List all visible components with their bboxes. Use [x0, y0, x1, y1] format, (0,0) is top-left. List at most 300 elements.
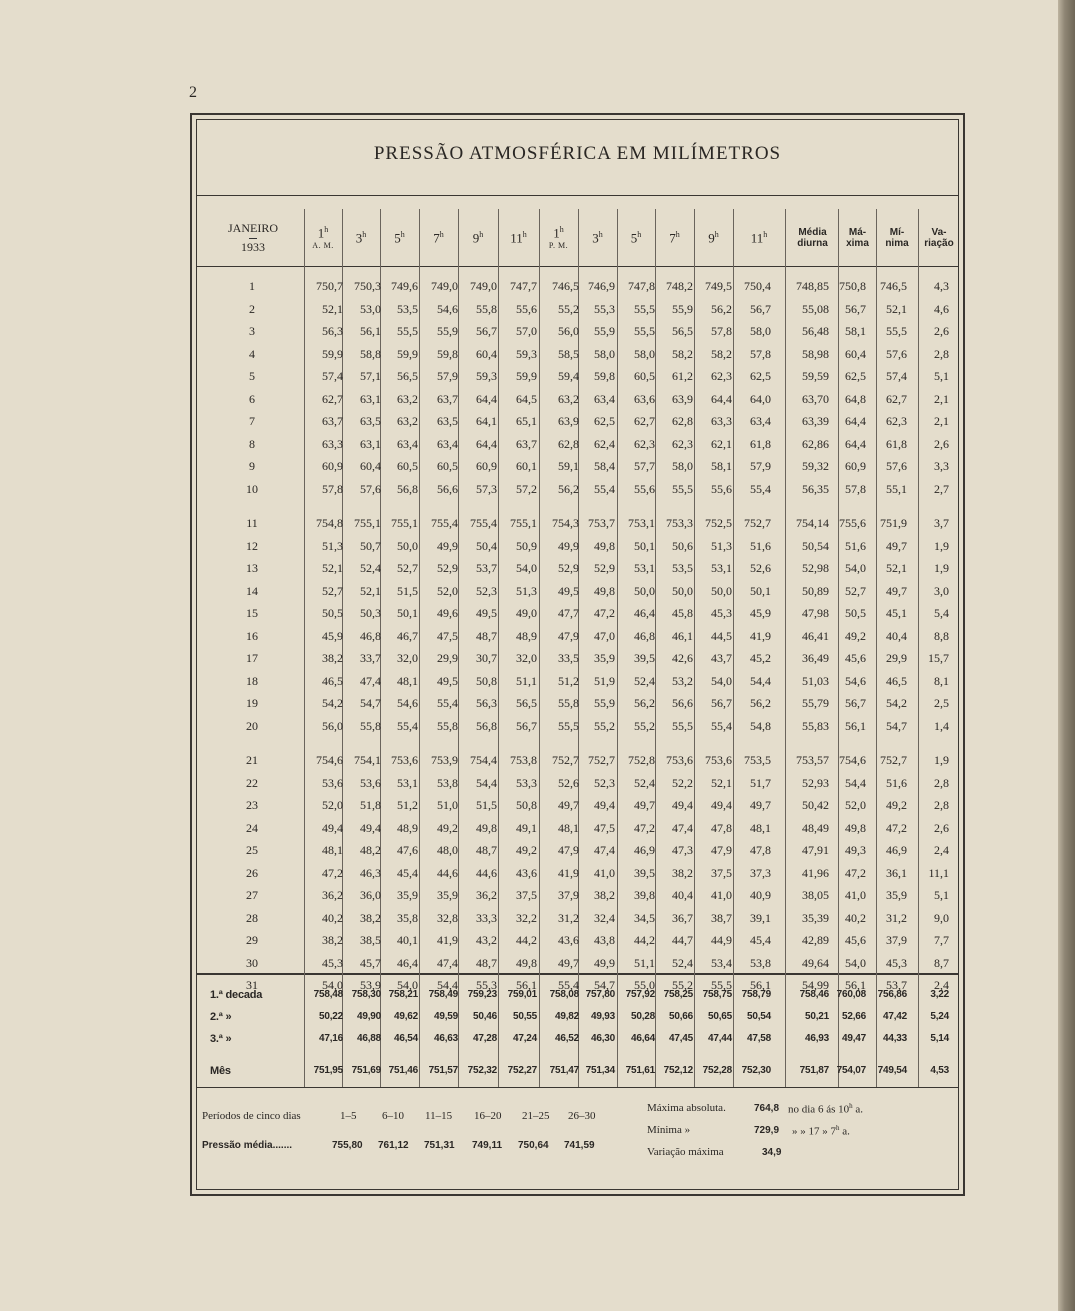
value-cell: 754,4	[470, 753, 497, 767]
value-cell: 46,9	[634, 843, 655, 857]
value-cell: 61,2	[672, 369, 693, 383]
value-cell: 50,21	[804, 1011, 829, 1022]
table-row	[192, 433, 962, 455]
value-cell: 39,8	[634, 888, 655, 902]
value-cell: 63,4	[397, 436, 418, 451]
value-cell: 751,87	[799, 1065, 829, 1076]
value-cell: 33,5	[558, 651, 579, 665]
value-cell: 62,5	[750, 369, 771, 383]
value-cell: 57,7	[634, 459, 655, 473]
table-row	[192, 625, 962, 647]
value-cell: 36,1	[886, 865, 907, 880]
hour-header	[304, 209, 342, 267]
value-cell: 50,8	[516, 798, 537, 812]
value-cell: 53,3	[516, 775, 537, 790]
value-cell: 47,4	[360, 673, 381, 688]
value-cell: 64,4	[476, 391, 497, 406]
value-cell: 752,12	[663, 1065, 693, 1076]
value-cell: 47,8	[711, 820, 732, 835]
day-cell: 12	[246, 538, 258, 553]
table-row	[192, 647, 962, 669]
value-cell: 41,0	[711, 888, 732, 902]
value-cell: 50,65	[707, 1011, 732, 1022]
hour-header-sup: h	[522, 230, 527, 240]
period-pressure: 741,59	[564, 1140, 595, 1151]
min-abs-label: Mínima »	[647, 1124, 691, 1136]
max-abs-end: a.	[855, 1103, 863, 1116]
value-cell: 8,8	[934, 628, 949, 643]
min-abs-text	[792, 1124, 850, 1138]
table-row	[192, 907, 962, 929]
value-cell: 58,98	[802, 346, 829, 361]
min-abs-value: 729,9	[754, 1125, 780, 1136]
table-row	[192, 670, 962, 692]
value-cell: 55,0	[634, 978, 655, 992]
value-cell: 5,4	[934, 606, 949, 620]
value-cell: 748,2	[666, 279, 693, 293]
value-cell: 45,7	[360, 955, 381, 970]
value-cell: 38,7	[711, 910, 732, 925]
value-cell: 52,1	[360, 583, 381, 598]
value-cell: 32,0	[397, 651, 418, 665]
day-cell: 20	[246, 718, 258, 733]
value-cell: 38,5	[360, 933, 381, 947]
value-cell: 3,0	[934, 583, 949, 598]
value-cell: 39,1	[750, 910, 771, 925]
value-cell: 47,6	[397, 843, 418, 857]
value-cell: 755,1	[391, 516, 418, 530]
value-cell: 49,7	[558, 798, 579, 812]
value-cell: 46,41	[802, 628, 829, 643]
value-cell: 3,22	[930, 989, 949, 1000]
value-cell: 752,27	[507, 1065, 537, 1076]
hour-header-sup: h	[439, 230, 444, 240]
value-cell: 2,8	[934, 346, 949, 361]
value-cell: 61,8	[886, 436, 907, 451]
value-cell: 45,4	[397, 865, 418, 880]
value-cell: 54,0	[711, 673, 732, 688]
value-cell: 55,5	[558, 718, 579, 733]
value-cell: 49,59	[433, 1011, 458, 1022]
value-cell: 759,01	[507, 989, 537, 1000]
day-cell: 14	[246, 583, 258, 598]
table-row	[192, 365, 962, 387]
variacao-header: Va- riação	[924, 227, 954, 249]
value-cell: 52,0	[845, 798, 866, 812]
value-cell: 54,0	[845, 561, 866, 575]
value-cell: 746,5	[880, 279, 907, 293]
value-cell: 55,6	[634, 481, 655, 496]
value-cell: 55,9	[672, 301, 693, 316]
value-cell: 46,7	[397, 628, 418, 643]
value-cell: 748,85	[796, 279, 829, 293]
value-cell: 38,2	[322, 651, 343, 665]
day-cell: 6	[249, 391, 255, 406]
value-cell: 5,1	[934, 888, 949, 902]
value-cell: 45,8	[672, 606, 693, 620]
value-cell: 49,5	[558, 583, 579, 598]
value-cell: 50,6	[672, 538, 693, 553]
day-cell: 27	[246, 888, 258, 902]
hour-header-sup: h	[479, 230, 484, 240]
value-cell: 751,46	[388, 1065, 418, 1076]
value-cell: 37,9	[558, 888, 579, 902]
value-cell: 49,7	[634, 798, 655, 812]
value-cell: 55,5	[711, 978, 732, 992]
value-cell: 753,1	[628, 516, 655, 530]
table-row	[192, 817, 962, 839]
value-cell: 35,9	[594, 651, 615, 665]
day-cell: 3	[249, 324, 255, 338]
value-cell: 51,5	[397, 583, 418, 598]
value-cell: 54,4	[845, 775, 866, 790]
value-cell: 2,6	[934, 324, 949, 338]
value-cell: 56,1	[516, 978, 537, 992]
value-cell: 59,8	[594, 369, 615, 383]
value-cell: 760,08	[836, 989, 866, 1000]
value-cell: 36,49	[802, 651, 829, 665]
value-cell: 63,3	[322, 436, 343, 451]
table-row	[192, 320, 962, 342]
day-cell: 30	[246, 955, 258, 970]
value-cell: 55,2	[594, 718, 615, 733]
value-cell: 752,7	[880, 753, 907, 767]
hour-header-period: P. M.	[548, 240, 569, 250]
value-cell: 54,8	[750, 718, 771, 733]
value-cell: 752,32	[467, 1065, 497, 1076]
hour-header	[498, 209, 539, 267]
value-cell: 53,6	[360, 775, 381, 790]
value-cell: 63,5	[437, 414, 458, 428]
value-cell: 49,8	[594, 538, 615, 553]
value-cell: 46,63	[433, 1033, 458, 1044]
value-cell: 54,0	[322, 978, 343, 992]
value-cell: 754,1	[354, 753, 381, 767]
value-cell: 47,5	[437, 628, 458, 643]
value-cell: 40,2	[845, 910, 866, 925]
value-cell: 758,79	[741, 989, 771, 1000]
day-cell: 8	[249, 436, 255, 451]
value-cell: 56,8	[476, 718, 497, 733]
value-cell: 56,2	[750, 696, 771, 710]
value-cell: 41,9	[750, 628, 771, 643]
value-cell: 50,0	[711, 583, 732, 598]
value-cell: 50,1	[397, 606, 418, 620]
table-row	[192, 343, 962, 365]
table-row	[192, 749, 962, 771]
value-cell: 37,9	[886, 933, 907, 947]
value-cell: 2,6	[934, 436, 949, 451]
value-cell: 36,2	[322, 888, 343, 902]
hour-header-sup: h	[763, 230, 768, 240]
value-cell: 52,3	[594, 775, 615, 790]
value-cell: 51,3	[711, 538, 732, 553]
value-cell: 63,7	[322, 414, 343, 428]
value-cell: 45,9	[322, 628, 343, 643]
value-cell: 55,4	[711, 718, 732, 733]
value-cell: 50,54	[802, 538, 829, 553]
value-cell: 54,0	[845, 955, 866, 970]
table-row	[192, 692, 962, 714]
value-cell: 751,95	[313, 1065, 343, 1076]
title-rule	[197, 195, 958, 196]
max-abs-value: 764,8	[754, 1103, 780, 1114]
value-cell: 43,2	[476, 933, 497, 947]
value-cell: 62,3	[672, 436, 693, 451]
value-cell: 750,8	[839, 279, 866, 293]
value-cell: 753,6	[705, 753, 732, 767]
value-cell: 40,9	[750, 888, 771, 902]
value-cell: 55,9	[437, 324, 458, 338]
value-cell: 54,7	[886, 718, 907, 733]
value-cell: 55,6	[516, 301, 537, 316]
value-cell: 41,0	[845, 888, 866, 902]
value-cell: 62,7	[322, 391, 343, 406]
value-cell: 47,2	[322, 865, 343, 880]
value-cell: 59,9	[397, 346, 418, 361]
value-cell: 44,6	[437, 865, 458, 880]
value-cell: 59,59	[802, 369, 829, 383]
value-cell: 64,4	[476, 436, 497, 451]
value-cell: 753,7	[588, 516, 615, 530]
value-cell: 54,7	[594, 978, 615, 992]
value-cell: 50,0	[634, 583, 655, 598]
binding-edge	[1058, 0, 1075, 1311]
value-cell: 2,1	[934, 391, 949, 406]
value-cell: 29,9	[437, 651, 458, 665]
hour-header-period: A. M.	[312, 240, 334, 250]
value-cell: 47,45	[668, 1033, 693, 1044]
min-abs-when: » » 17 » 7	[792, 1125, 836, 1138]
day-cell: 29	[246, 933, 258, 947]
value-cell: 52,1	[886, 561, 907, 575]
value-cell: 32,2	[516, 910, 537, 925]
value-cell: 40,1	[397, 933, 418, 947]
value-cell: 60,4	[845, 346, 866, 361]
value-cell: 53,4	[711, 955, 732, 970]
table-row	[192, 557, 962, 579]
value-cell: 56,6	[437, 481, 458, 496]
value-cell: 45,9	[750, 606, 771, 620]
value-cell: 46,30	[590, 1033, 615, 1044]
value-cell: 51,2	[397, 798, 418, 812]
value-cell: 48,1	[558, 820, 579, 835]
value-cell: 46,3	[360, 865, 381, 880]
table-row	[192, 862, 962, 884]
value-cell: 54,6	[397, 696, 418, 710]
value-cell: 62,7	[634, 414, 655, 428]
value-cell: 50,89	[802, 583, 829, 598]
value-cell: 54,4	[750, 673, 771, 688]
value-cell: 44,2	[634, 933, 655, 947]
day-cell: 2	[249, 301, 255, 316]
value-cell: 34,5	[634, 910, 655, 925]
value-cell: 56,6	[672, 696, 693, 710]
month-separator	[249, 238, 257, 239]
period-pressure: 761,12	[378, 1140, 409, 1151]
value-cell: 32,8	[437, 910, 458, 925]
value-cell: 62,7	[886, 391, 907, 406]
value-cell: 48,7	[476, 843, 497, 857]
value-cell: 47,9	[558, 628, 579, 643]
min-abs-end: a.	[842, 1125, 850, 1138]
value-cell: 62,8	[672, 414, 693, 428]
value-cell: 755,1	[510, 516, 537, 530]
value-cell: 52,9	[437, 561, 458, 575]
value-cell: 50,1	[634, 538, 655, 553]
summary-label: 2.ª »	[210, 1011, 232, 1023]
value-cell: 56,5	[397, 369, 418, 383]
value-cell: 33,3	[476, 910, 497, 925]
value-cell: 51,0	[437, 798, 458, 812]
value-cell: 57,2	[516, 481, 537, 496]
value-cell: 56,1	[845, 718, 866, 733]
value-cell: 2,1	[934, 414, 949, 428]
value-cell: 29,9	[886, 651, 907, 665]
maxima-header: Má- xima	[846, 227, 869, 249]
value-cell: 55,8	[476, 301, 497, 316]
value-cell: 56,2	[634, 696, 655, 710]
value-cell: 53,9	[360, 978, 381, 992]
table-row	[192, 952, 962, 974]
value-cell: 57,3	[476, 481, 497, 496]
value-cell: 63,4	[437, 436, 458, 451]
value-cell: 63,2	[397, 391, 418, 406]
summary-row	[192, 1028, 962, 1050]
value-cell: 52,7	[322, 583, 343, 598]
value-cell: 54,2	[322, 696, 343, 710]
value-cell: 47,4	[437, 955, 458, 970]
value-cell: 47,28	[472, 1033, 497, 1044]
value-cell: 36,7	[672, 910, 693, 925]
value-cell: 32,0	[516, 651, 537, 665]
value-cell: 55,9	[594, 324, 615, 338]
value-cell: 38,2	[360, 910, 381, 925]
table-row	[192, 535, 962, 557]
hour-header-sup: h	[324, 225, 329, 235]
value-cell: 46,93	[804, 1033, 829, 1044]
hour-header-label: 9$^h$	[708, 230, 719, 246]
hour-header-sup: h	[598, 230, 603, 240]
day-cell: 22	[246, 775, 258, 790]
value-cell: 35,9	[437, 888, 458, 902]
value-cell: 40,4	[886, 628, 907, 643]
value-cell: 750,3	[354, 279, 381, 293]
day-cell: 21	[246, 753, 258, 767]
value-cell: 60,5	[437, 459, 458, 473]
value-cell: 57,9	[437, 369, 458, 383]
table-row	[192, 794, 962, 816]
day-cell: 13	[246, 561, 258, 575]
value-cell: 58,0	[750, 324, 771, 338]
value-cell: 50,3	[360, 606, 381, 620]
value-cell: 1,4	[934, 718, 949, 733]
value-cell: 4,53	[930, 1065, 949, 1076]
period-range: 1–5	[340, 1110, 357, 1122]
value-cell: 758,46	[799, 989, 829, 1000]
value-cell: 55,9	[594, 696, 615, 710]
value-cell: 57,1	[360, 369, 381, 383]
hour-header	[342, 209, 380, 267]
value-cell: 62,8	[558, 436, 579, 451]
value-cell: 52,0	[437, 583, 458, 598]
value-cell: 43,7	[711, 651, 732, 665]
value-cell: 49,8	[594, 583, 615, 598]
summary-row	[192, 1060, 962, 1082]
value-cell: 4,6	[934, 301, 949, 316]
value-cell: 49,8	[476, 820, 497, 835]
value-cell: 56,8	[397, 481, 418, 496]
value-cell: 749,5	[705, 279, 732, 293]
value-cell: 2,4	[934, 843, 949, 857]
value-cell: 751,9	[880, 516, 907, 530]
value-cell: 48,0	[437, 843, 458, 857]
day-cell: 18	[246, 673, 258, 688]
value-cell: 39,5	[634, 865, 655, 880]
value-cell: 52,98	[802, 561, 829, 575]
table-row	[192, 388, 962, 410]
value-cell: 2,4	[934, 978, 949, 992]
day-cell: 19	[246, 696, 258, 710]
value-cell: 51,1	[634, 955, 655, 970]
value-cell: 49,7	[886, 583, 907, 598]
period-pressure: 750,64	[518, 1140, 549, 1151]
hour-header-label: 1$^h$	[553, 225, 564, 241]
value-cell: 50,54	[746, 1011, 771, 1022]
value-cell: 754,6	[839, 753, 866, 767]
hour-header-label: 3$^h$	[592, 230, 603, 246]
value-cell: 52,9	[558, 561, 579, 575]
value-cell: 63,7	[437, 391, 458, 406]
table-title: PRESSÃO ATMOSFÉRICA EM MILÍMETROS	[373, 143, 782, 164]
value-cell: 8,1	[934, 673, 949, 688]
value-cell: 55,2	[558, 301, 579, 316]
value-cell: 52,4	[634, 673, 655, 688]
value-cell: 49,2	[437, 820, 458, 835]
value-cell: 55,6	[711, 481, 732, 496]
value-cell: 54,7	[360, 696, 381, 710]
value-cell: 50,1	[750, 583, 771, 598]
value-cell: 51,3	[322, 538, 343, 553]
value-cell: 54,0	[516, 561, 537, 575]
value-cell: 4,3	[934, 279, 949, 293]
value-cell: 58,2	[711, 346, 732, 361]
value-cell: 59,9	[516, 369, 537, 383]
value-cell: 59,32	[802, 459, 829, 473]
value-cell: 45,1	[886, 606, 907, 620]
day-cell: 15	[246, 606, 258, 620]
value-cell: 753,9	[431, 753, 458, 767]
value-cell: 38,2	[322, 933, 343, 947]
value-cell: 52,7	[845, 583, 866, 598]
value-cell: 752,30	[741, 1065, 771, 1076]
value-cell: 47,9	[711, 843, 732, 857]
value-cell: 60,9	[476, 459, 497, 473]
value-cell: 31,2	[886, 910, 907, 925]
value-cell: 751,61	[625, 1065, 655, 1076]
hour-header-label: 1$^h$	[317, 225, 329, 241]
table-frame	[190, 113, 965, 1196]
value-cell: 46,88	[356, 1033, 381, 1044]
table-row	[192, 478, 962, 500]
period-range: 16–20	[474, 1110, 502, 1122]
value-cell: 746,5	[552, 279, 579, 293]
value-cell: 47,44	[707, 1033, 732, 1044]
value-cell: 48,7	[476, 955, 497, 970]
hour-header-sup: h	[400, 230, 405, 240]
summary-label: Mês	[210, 1065, 231, 1077]
value-cell: 38,2	[594, 888, 615, 902]
